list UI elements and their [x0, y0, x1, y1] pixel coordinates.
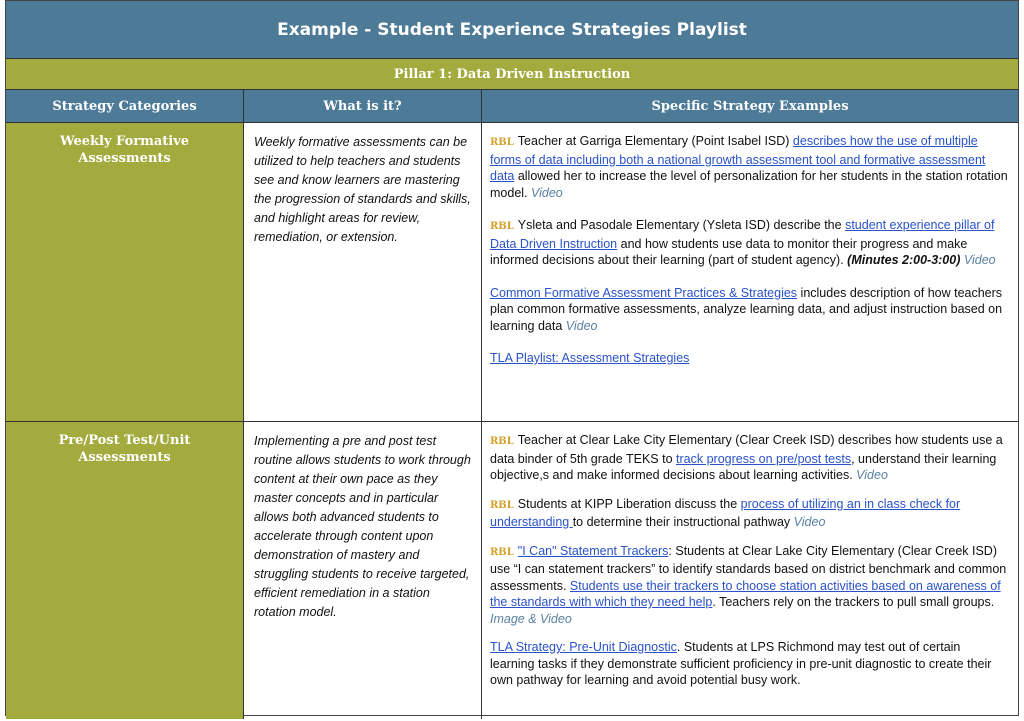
- media-label: Image & Video: [490, 611, 572, 626]
- example-text: Teacher at Garriga Elementary (Point Isabel ISD): [517, 134, 793, 148]
- example-link[interactable]: TLA Strategy: Pre-Unit Diagnostic: [490, 640, 677, 654]
- example-text: includes description of how teachers plan common formative assessments, analyze learning data, and adjust instruction based on learning data: [490, 285, 1003, 333]
- pillar-heading: Pillar 1: Data Driven Instruction: [6, 59, 1018, 90]
- media-label: Video: [531, 185, 563, 200]
- example-item: [490, 432, 1008, 484]
- examples-cell: [482, 422, 1018, 719]
- example-link[interactable]: track progress on pre/post tests: [676, 451, 852, 466]
- example-item: [490, 639, 1008, 689]
- example-text: . Teachers rely on the trackers to pull small groups.: [712, 595, 995, 609]
- header-strategy-categories: Strategy Categories: [6, 90, 244, 122]
- example-link[interactable]: describes how the use of multiple forms of data including both a national growth assessment tool and formative assessment data: [490, 134, 986, 183]
- column-header-row: [6, 90, 1018, 123]
- media-label: Video: [793, 515, 826, 529]
- rbl-tag: RBL: [490, 221, 514, 232]
- rbl-tag: RBL: [490, 499, 514, 511]
- media-label: Video: [565, 318, 598, 333]
- example-text: Students at KIPP Liberation discuss the: [517, 496, 741, 511]
- description-cell: Implementing a pre and post test routine allows students to work through content at their own pace as they master concepts and in particular allows both advanced students to accelerate through content upon demonstration of mastery and struggling students to receive targeted, efficient remediation in a station rotation model.: [244, 422, 482, 719]
- example-item: [490, 543, 1008, 628]
- example-link[interactable]: student experience pillar of Data Driven Instruction: [490, 218, 995, 251]
- header-specific-examples: Specific Strategy Examples: [651, 98, 849, 114]
- example-text: allowed her to increase the level of personalization for her students in the station rotation model.: [490, 169, 1008, 200]
- example-link[interactable]: "I Can" Statement Trackers: [517, 543, 669, 558]
- example-link[interactable]: Students use their trackers to choose station activities based on awareness of the standards with which they need help: [490, 578, 1001, 609]
- category-cell: Weekly Formative Assessments: [6, 123, 244, 421]
- example-item: [490, 350, 1008, 367]
- description-cell: Weekly formative assessments can be utilized to help teachers and students see and know learners are mastering the progression of standards and skills, and highlight areas for review, remediation, or extension.: [244, 123, 482, 421]
- media-label: Video: [963, 253, 996, 267]
- example-text: : Students at Clear Lake City Elementary (Clear Creek ISD) use “I can statement trackers” to identify standards based on district benchmark and common assessments.: [490, 543, 1007, 593]
- example-item: [490, 496, 1008, 531]
- rbl-tag: RBL: [490, 436, 514, 447]
- example-link[interactable]: process of utilizing an in class check for understanding: [490, 496, 961, 529]
- table-row: [6, 123, 1018, 422]
- playlist-table: [5, 0, 1019, 716]
- rbl-tag: RBL: [490, 546, 514, 558]
- header-what-is-it: What is it?: [244, 90, 482, 122]
- example-item: [490, 217, 1008, 269]
- media-label: Video: [856, 468, 888, 482]
- example-text: Teacher at Clear Lake City Elementary (Clear Creek ISD) describes how students use a data binder of 5th grade TEKS to: [490, 433, 1003, 466]
- example-text: Ysleta and Pasodale Elementary (Ysleta ISD) describe the: [517, 218, 846, 232]
- example-text: . Students at LPS Richmond may test out of certain learning tasks if they demonstrate sufficient proficiency in pre-unit diagnostic to create their own pathway for learning and avoid potential busy work.: [490, 640, 992, 687]
- example-text: and how students use data to monitor their progress and make informed decisions about their learning (part of student agency).: [490, 236, 968, 267]
- page-title: Example - Student Experience Strategies Playlist: [6, 1, 1018, 59]
- example-link[interactable]: TLA Playlist: Assessment Strategies: [490, 351, 690, 365]
- example-link[interactable]: Common Formative Assessment Practices & Strategies: [490, 285, 798, 300]
- example-text: , understand their learning objective,s and make informed decisions about learning activities.: [490, 451, 997, 482]
- examples-cell: [482, 123, 1018, 421]
- category-cell: Pre/Post Test/Unit Assessments: [6, 422, 244, 719]
- example-item: [490, 285, 1008, 335]
- minutes-note: (Minutes 2:00-3:00): [847, 253, 961, 267]
- rbl-tag: RBL: [490, 137, 514, 148]
- example-item: [490, 133, 1008, 201]
- table-row: [6, 422, 1018, 719]
- example-text: to determine their instructional pathway: [572, 515, 794, 529]
